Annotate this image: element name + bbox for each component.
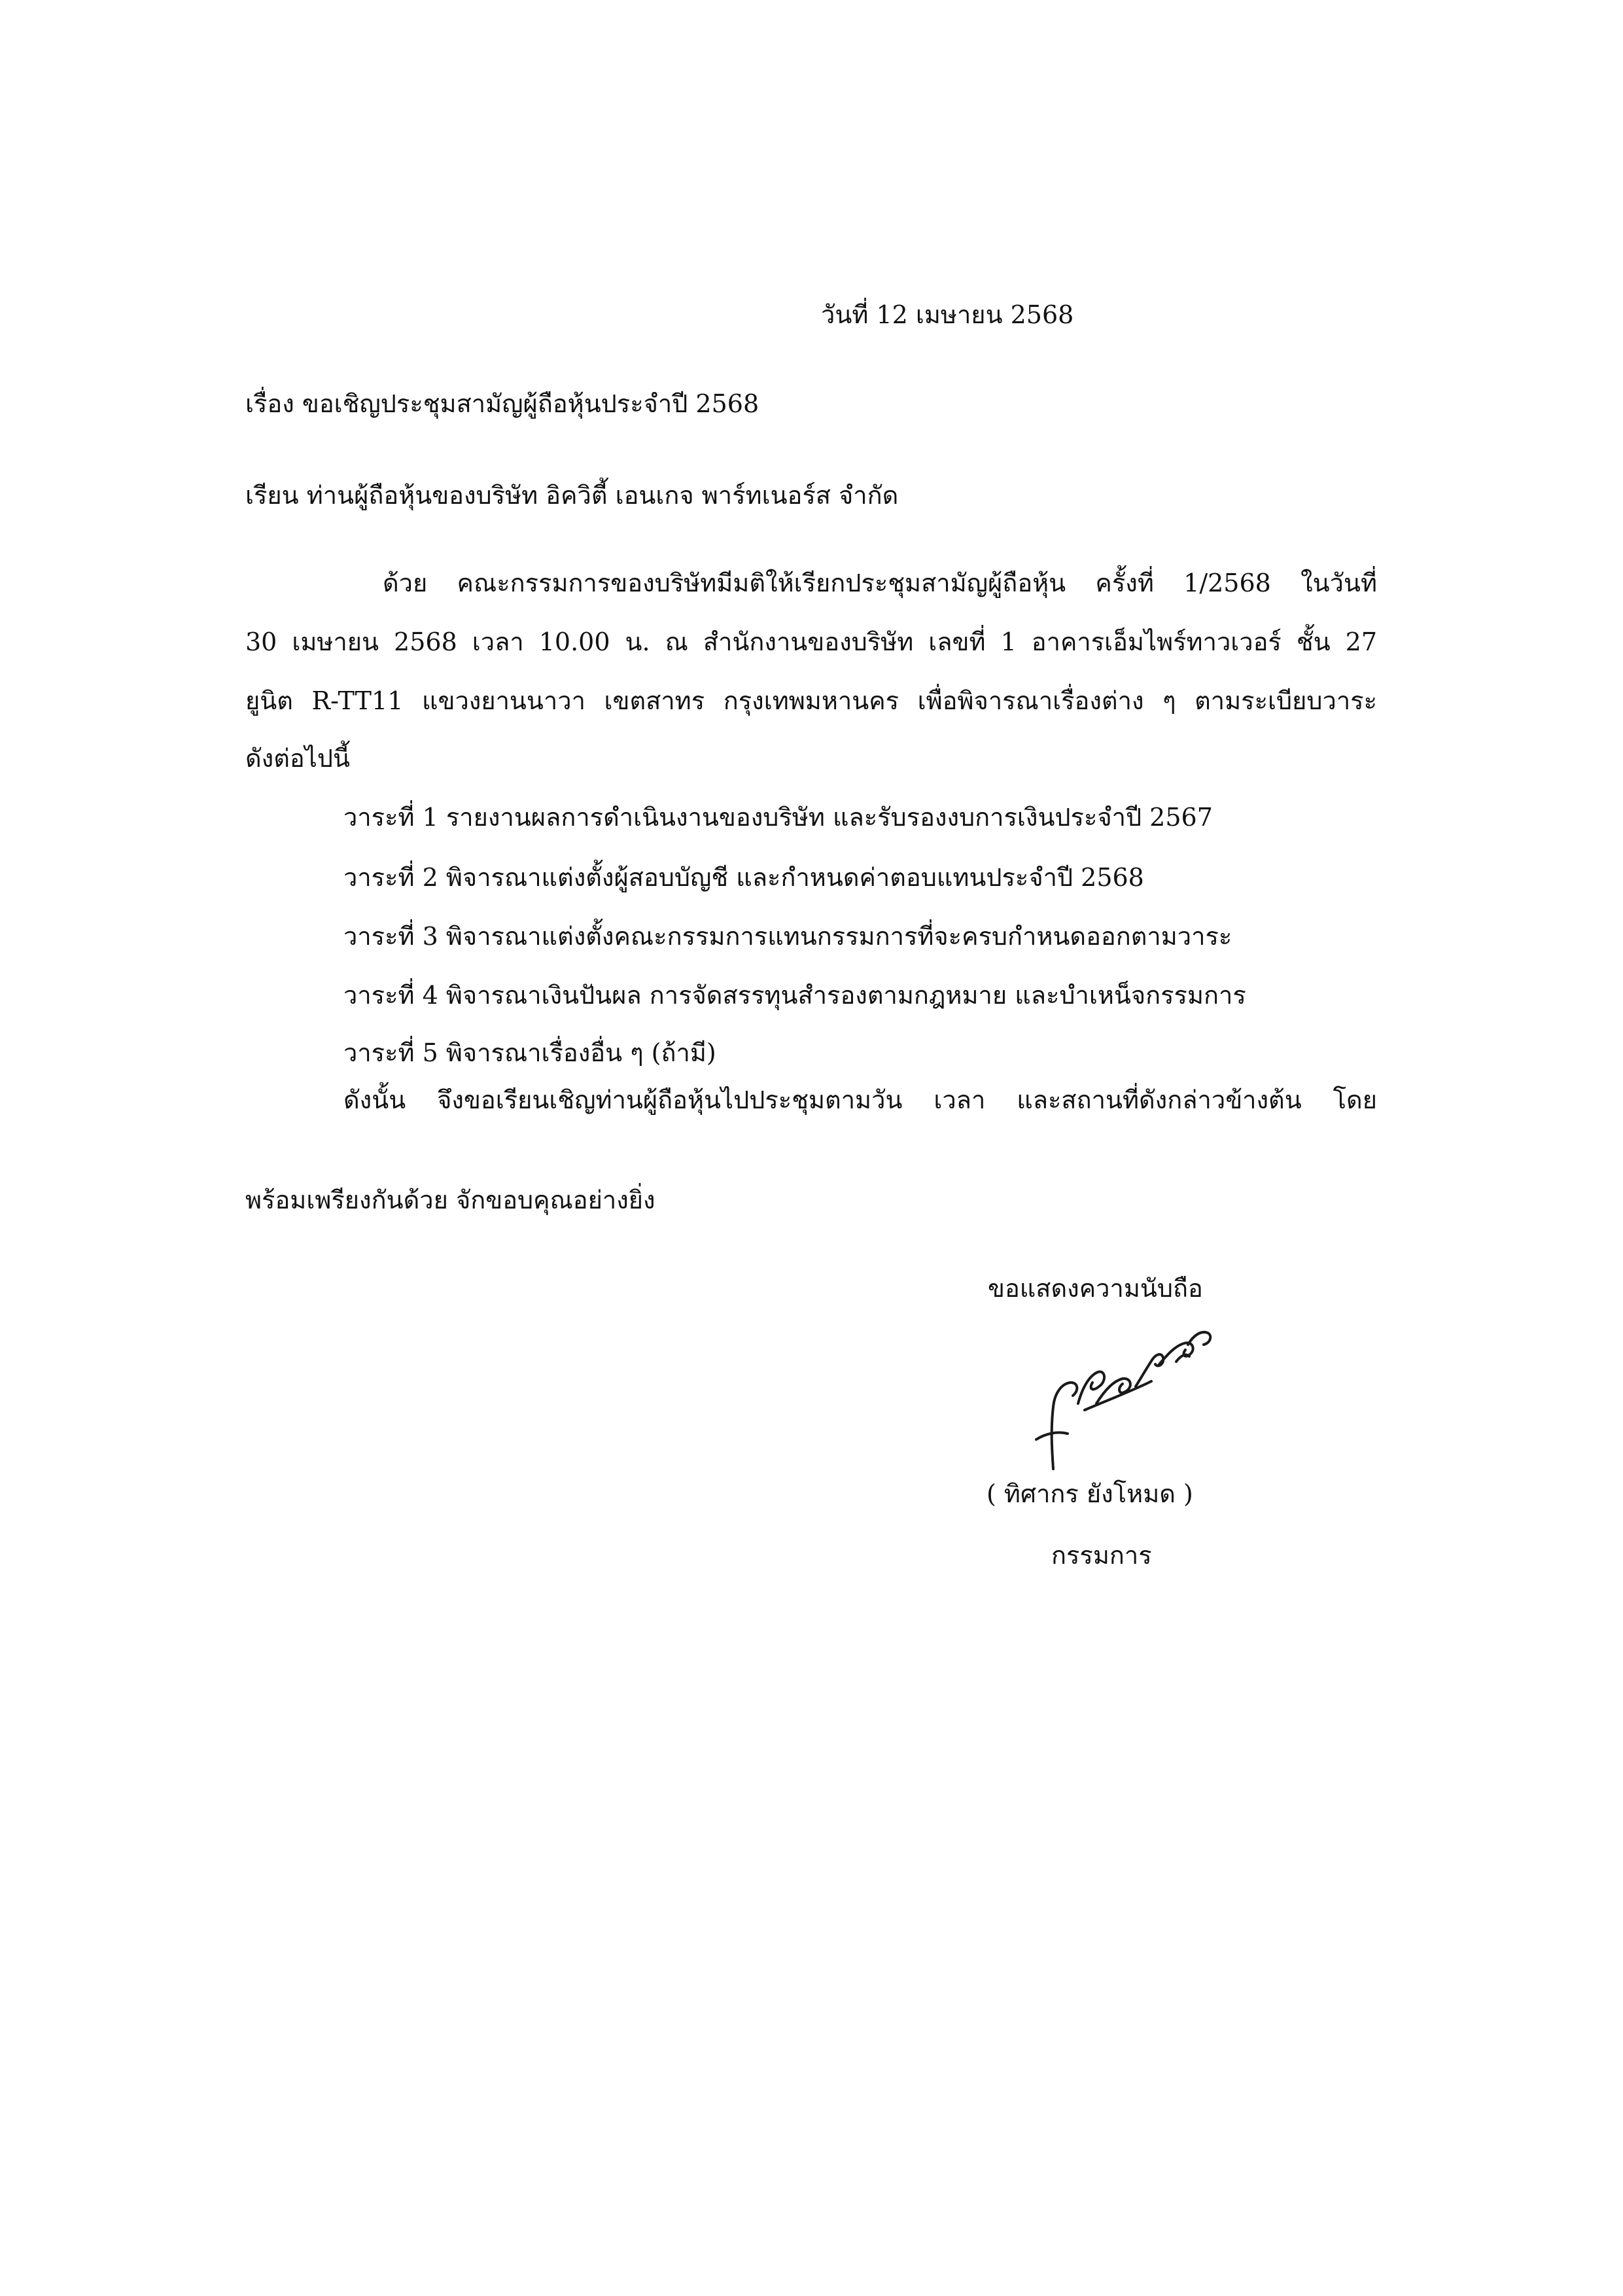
body-line: ยูนิต R-TT11 แขวงยานนาวา เขตสาทร กรุงเทพมหานคร เพื่อพิจารณาเรื่องต่าง ๆ ตามระเบียบวาระ xyxy=(245,686,1377,715)
handwritten-signature xyxy=(1007,1318,1230,1489)
signer-name: ( ทิศากร ยังโหมด ) xyxy=(986,1479,1193,1508)
agenda-item: วาระที่ 3 พิจารณาแต่งตั้งคณะกรรมการแทนกรรมการที่จะครบกำหนดออกตามวาระ xyxy=(343,922,1232,951)
agenda-item: วาระที่ 1 รายงานผลการดำเนินงานของบริษัท และรับรองงบการเงินประจำปี 2567 xyxy=(343,803,1213,832)
signer-title: กรรมการ xyxy=(1051,1541,1152,1570)
agenda-item: วาระที่ 5 พิจารณาเรื่องอื่น ๆ (ถ้ามี) xyxy=(343,1038,716,1067)
closing-line: พร้อมเพรียงกันด้วย จักขอบคุณอย่างยิ่ง xyxy=(245,1186,655,1214)
agenda-item: วาระที่ 4 พิจารณาเงินปันผล การจัดสรรทุนสำรองตามกฎหมาย และบำเหน็จกรรมการ xyxy=(343,981,1246,1010)
letter-recipient: เรียน ท่านผู้ถือหุ้นของบริษัท อิควิตี้ เอนเกจ พาร์ทเนอร์ส จำกัด xyxy=(245,481,899,510)
closing-line: ดังนั้น จึงขอเรียนเชิญท่านผู้ถือหุ้นไปประชุมตามวัน เวลา และสถานที่ดังกล่าวข้างต้น โดย xyxy=(343,1086,1377,1114)
letter-date: วันที่ 12 เมษายน 2568 xyxy=(821,300,1074,329)
agenda-item: วาระที่ 2 พิจารณาแต่งตั้งผู้สอบบัญชี และกำหนดค่าตอบแทนประจำปี 2568 xyxy=(343,863,1144,892)
body-line: ดังต่อไปนี้ xyxy=(245,744,350,773)
body-line: ด้วย คณะกรรมการของบริษัทมีมติให้เรียกประชุมสามัญผู้ถือหุ้น ครั้งที่ 1/2568 ในวันที่ xyxy=(383,569,1377,597)
regards-text: ขอแสดงความนับถือ xyxy=(988,1274,1203,1303)
letter-subject: เรื่อง ขอเชิญประชุมสามัญผู้ถือหุ้นประจำปี 2568 xyxy=(245,389,759,418)
body-line: 30 เมษายน 2568 เวลา 10.00 น. ณ สำนักงานของบริษัท เลขที่ 1 อาคารเอ็มไพร์ทาวเวอร์ ชั้น 27 xyxy=(245,627,1377,656)
